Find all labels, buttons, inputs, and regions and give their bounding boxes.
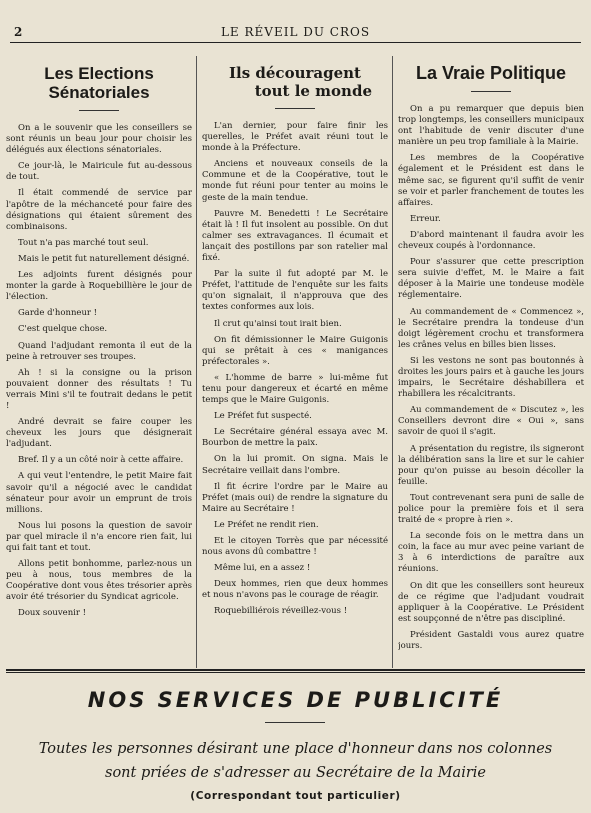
- article-paragraph: Les membres de la Coopérative également et le Président est dans le même sac, se figurent qu'il suffit de venir se voir et parler franchement de toutes les affaires.: [398, 153, 584, 208]
- column-divider: [196, 56, 197, 668]
- article-body: [6, 123, 192, 620]
- article-title: Ils découragent tout le monde: [229, 64, 372, 100]
- page-header: [10, 22, 581, 43]
- article-body: [202, 121, 388, 618]
- section-divider: [6, 672, 585, 673]
- article-paragraph: On a le souvenir que les conseillers se sont réunis un beau jour pour choisir les délégués aux élections sénatoriales.: [6, 123, 192, 156]
- article-paragraph: On fit démissionner le Maire Guigonis qui se prêtait à ces « manigances préfectorales ».: [202, 334, 388, 367]
- advertisement-rule: [265, 722, 325, 723]
- article-paragraph: Le Préfet ne rendit rien.: [214, 519, 319, 530]
- article-paragraph: Anciens et nouveaux conseils de la Commune et de la Coopérative, tout le monde fut réuni pour tenter au moins le geste de la main tendue.: [202, 159, 388, 203]
- title-rule: [79, 110, 119, 111]
- article-paragraph: Le Secrétaire général essaya avec M. Bourbon de mettre la paix.: [202, 427, 388, 449]
- article-paragraph: Tout n'a pas marché tout seul.: [18, 237, 149, 248]
- article-paragraph: L'an dernier, pour faire finir les querelles, le Préfet avait réuni tout le monde à la Préfecture.: [202, 121, 388, 154]
- article-vraie-politique: [398, 56, 584, 668]
- article-paragraph: Si les vestons ne sont pas boutonnés à droites les jours pairs et à gauche les jours impairs, le Secrétaire déshabillera et rhabillera les récalcitrants.: [398, 355, 584, 400]
- article-paragraph: Mais le petit fut naturellement désigné.: [18, 253, 190, 264]
- article-paragraph: Pauvre M. Benedetti ! Le Secrétaire était là ! Il fut insolent au possible. On dut calmer ses extravagances. Il écumait et lançait des postillons par son ratelier mal fixé.: [202, 208, 388, 264]
- article-paragraph: A qui veut l'entendre, le petit Maire fait savoir qu'il a négocié avec le candidat sénateur pour avoir un emprunt de trois millions.: [6, 471, 192, 515]
- title-rule: [275, 108, 315, 109]
- advertisement-title: NOS SERVICES DE PUBLICITÉ: [87, 688, 504, 712]
- article-paragraph: Roquebilliérois réveillez-vous !: [214, 606, 348, 617]
- article-paragraph: Président Gastaldi vous aurez quatre jours.: [398, 629, 584, 652]
- article-paragraph: Au commandement de « Discutez », les Conseillers devront dire « Oui », sans savoir de quoi il s'agit.: [398, 405, 584, 438]
- article-paragraph: Quand l'adjudant remonta il eut de la peine à retrouver ses troupes.: [6, 340, 192, 362]
- article-title: La Vraie Politique: [415, 63, 567, 83]
- article-paragraph: Les adjoints furent désignés pour monter la garde à Roquebillière le jour de l'élection.: [6, 270, 192, 303]
- section-divider: [6, 669, 585, 671]
- article-paragraph: Il crut qu'ainsi tout irait bien.: [214, 318, 342, 329]
- article-paragraph: Il était commendé de service par l'apôtre de la méchanceté pour faire des désignations qui étaient sûrement des combinaisons.: [6, 188, 192, 232]
- journal-title: LE RÉVEIL DU CROS: [220, 25, 371, 39]
- advertisement-note: (Correspondant tout particulier): [190, 790, 401, 802]
- article-paragraph: La seconde fois on le mettra dans un coin, la face au mur avec peine variant de 3 à 6 interdictions de paraître aux réunions.: [398, 531, 584, 575]
- article-paragraph: A présentation du registre, ils signeront la délibération sans la lire et sur le cahier pour qu'on puisse au besoin décoller la feuille.: [398, 443, 584, 487]
- article-paragraph: Ah ! si la consigne ou la prison pouvaient donner des résultats ! Tu verrais Mini s'il te foutrait dedans le petit !: [6, 367, 192, 411]
- title-rule: [471, 91, 511, 92]
- article-ils-decouragent: [202, 56, 388, 668]
- article-paragraph: C'est quelque chose.: [18, 324, 108, 335]
- article-paragraph: Même lui, en a assez !: [214, 563, 311, 574]
- article-body: [398, 104, 584, 652]
- advertisement-line: Toutes les personnes désirant une place d'honneur dans nos colonnes: [38, 741, 553, 757]
- article-paragraph: Et le citoyen Torrès que par nécessité nous avons dû combattre !: [202, 536, 388, 558]
- article-elections-senatoriales: [6, 56, 192, 668]
- article-paragraph: Par la suite il fut adopté par M. le Préfet, l'attitude de l'enquête sur les faits qu'on signalait, il n'approuva que des textes conformes aux lois.: [202, 269, 388, 313]
- article-paragraph: Erreur.: [410, 213, 441, 224]
- article-paragraph: On a pu remarquer que depuis bien trop longtemps, les conseillers municipaux ont l'habitude de venir discuter d'une manière un peu trop familiale à la Mairie.: [398, 104, 584, 148]
- article-paragraph: Nous lui posons la question de savoir par quel miracle il n'a encore rien fait, lui qui fait tant et tout.: [6, 520, 192, 553]
- column-divider: [392, 56, 393, 668]
- article-paragraph: On dit que les conseillers sont heureux de ce régime que l'adjudant voudrait appliquer à la Coopérative. Le Président est soupçonné de n'être pas discipliné.: [398, 580, 584, 624]
- article-title: Les Elections Sénatoriales: [44, 64, 154, 102]
- page-number: 2: [14, 25, 23, 39]
- article-paragraph: On la lui promit. On signa. Mais le Secrétaire veillait dans l'ombre.: [202, 454, 388, 476]
- article-paragraph: Ce jour-là, le Mairicule fut au-dessous de tout.: [6, 161, 192, 183]
- article-paragraph: Au commandement de « Commencez », le Secrétaire prendra la tondeuse d'un doigt légèrement crochu et transformera les crânes velus en billes bien lisses.: [398, 306, 584, 350]
- article-paragraph: Tout contrevenant sera puni de salle de police pour la première fois et il sera traité de « propre à rien ».: [398, 492, 584, 526]
- article-paragraph: Le Préfet fut suspecté.: [214, 411, 312, 422]
- article-paragraph: Allons petit bonhomme, parlez-nous un peu à nous, tous membres de la Coopérative dont vous êtes trésorier après avoir été trésorier du Syndicat agricole.: [6, 559, 192, 603]
- article-paragraph: D'abord maintenant il faudra avoir les cheveux coupés à l'ordonnance.: [398, 229, 584, 252]
- article-paragraph: André devrait se faire couper les cheveux les jours que désignerait l'adjudant.: [6, 417, 192, 450]
- article-paragraph: Deux hommes, rien que deux hommes et nous n'avons pas le courage de réagir.: [202, 579, 388, 601]
- article-paragraph: Doux souvenir !: [18, 608, 87, 619]
- article-paragraph: Bref. Il y a un côté noir à cette affaire.: [18, 455, 184, 466]
- article-paragraph: Garde d'honneur !: [18, 308, 98, 319]
- article-paragraph: « L'homme de barre » lui-même fut tenu pour dangereux et écarté en même temps que le Maire Guigonis.: [202, 372, 388, 406]
- advertisement-line: sont priées de s'adresser au Secrétaire de la Mairie: [105, 765, 486, 781]
- article-paragraph: Il fit écrire l'ordre par le Maire au Préfet (mais oui) de rendre la signature du Maire au Secrétaire !: [202, 481, 388, 514]
- article-paragraph: Pour s'assurer que cette prescription sera suivie d'effet, M. le Maire a fait déposer à la Mairie une tondeuse modèle réglementaire.: [398, 257, 584, 301]
